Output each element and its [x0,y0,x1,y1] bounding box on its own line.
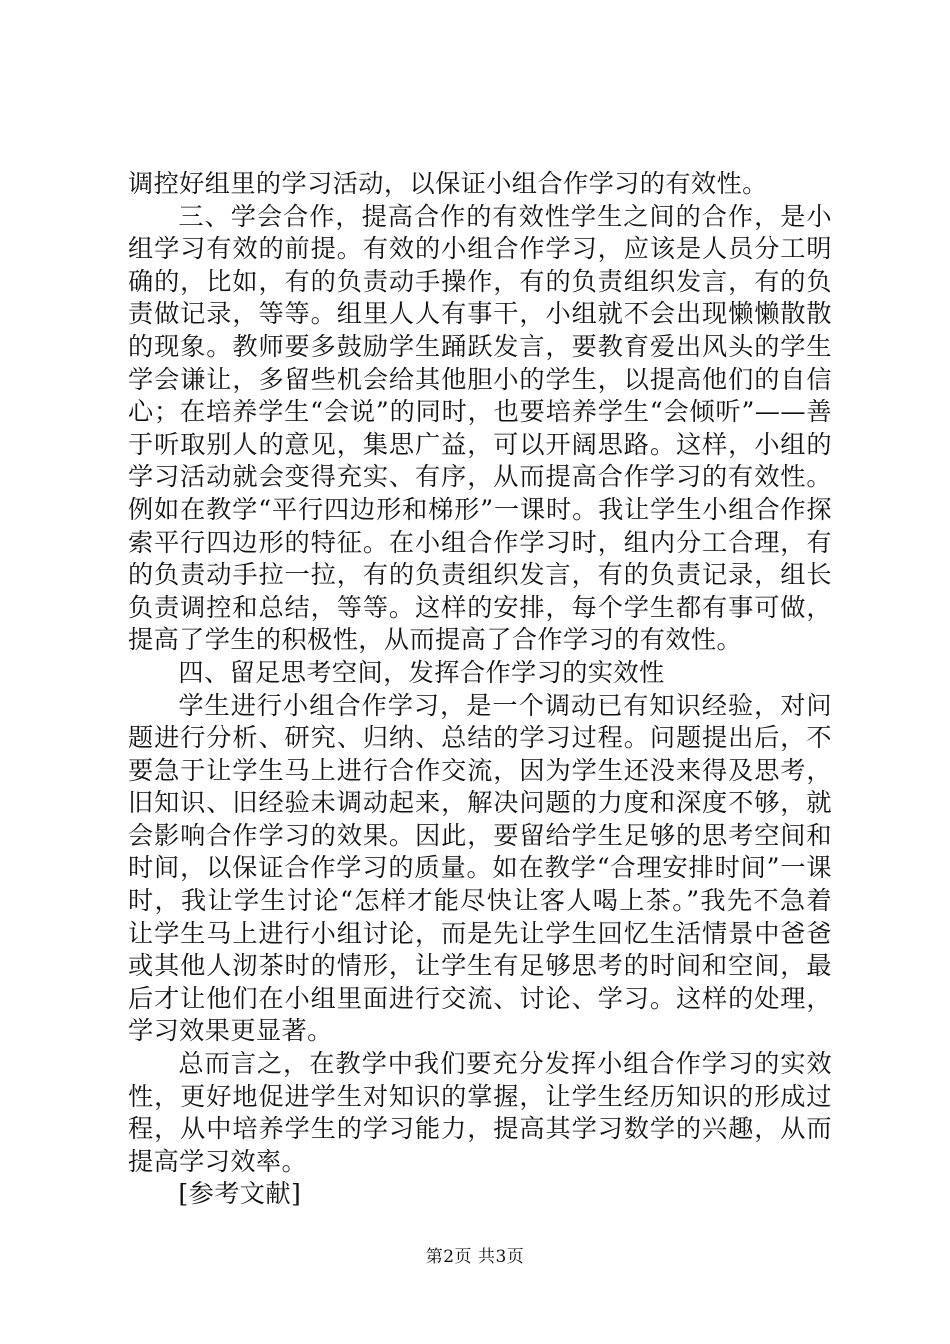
paragraph-conclusion: 总而言之，在教学中我们要充分发挥小组合作学习的实效性，更好地促进学生对知识的掌握，让学生经历知识的形成过程，从中培养学生的学习能力，提高其学习数学的兴趣，从而提高学习效率。 [128,1049,832,1176]
heading-section-four: 四、留足思考空间，发挥合作学习的实效性 [178,657,665,687]
paragraph-section-three: 三、学会合作，提高合作的有效性学生之间的合作，是小组学习有效的前提。有效的小组合作学习，应该是人员分工明确的，比如，有的负责动手操作，有的负责组织发言，有的负责做记录，等等。组里人人有事干，小组就不会出现懒懒散散的现象。教师要多鼓励学生踊跃发言，要教育爱出风头的学生学会谦让，多留些机会给其他胆小的学生，以提高他们的自信心；在培养学生“会说”的同时，也要培养学生“会倾听”——善于听取别人的意见，集思广益，可以开阔思路。这样，小组的学习活动就会变得充实、有序，从而提高合作学习的有效性。例如在教学“平行四边形和梯形”一课时。我让学生小组合作探索平行四边形的特征。在小组合作学习时，组内分工合理，有的负责动手拉一拉，有的负责组织发言，有的负责记录，组长负责调控和总结，等等。这样的安排，每个学生都有事可做，提高了学生的积极性，从而提高了合作学习的有效性。 [128,201,832,655]
references-heading: [参考文献] [178,1179,302,1209]
paragraph-continuation: 调控好组里的学习活动，以保证小组合作学习的有效性。 [128,169,768,198]
document-body [128,168,832,1211]
page-number-label: 第2页 共3页 [425,1247,525,1267]
page-footer [0,1246,950,1268]
paragraph-section-four: 学生进行小组合作学习，是一个调动已有知识经验，对问题进行分析、研究、归纳、总结的学习过程。问题提出后，不要急于让学生马上进行合作交流，因为学生还没来得及思考，旧知识、旧经验未调动起来，解决问题的力度和深度不够，就会影响合作学习的效果。因此，要留给学生足够的思考空间和时间，以保证合作学习的质量。如在教学“合理安排时间”一课时，我让学生讨论“怎样才能尽快让客人喝上茶。”我先不急着让学生马上进行小组讨论，而是先让学生回忆生活情景中爸爸或其他人沏茶时的情形，让学生有足够思考的时间和空间，最后才让他们在小组里面进行交流、讨论、学习。这样的处理，学习效果更显著。 [128,690,832,1046]
